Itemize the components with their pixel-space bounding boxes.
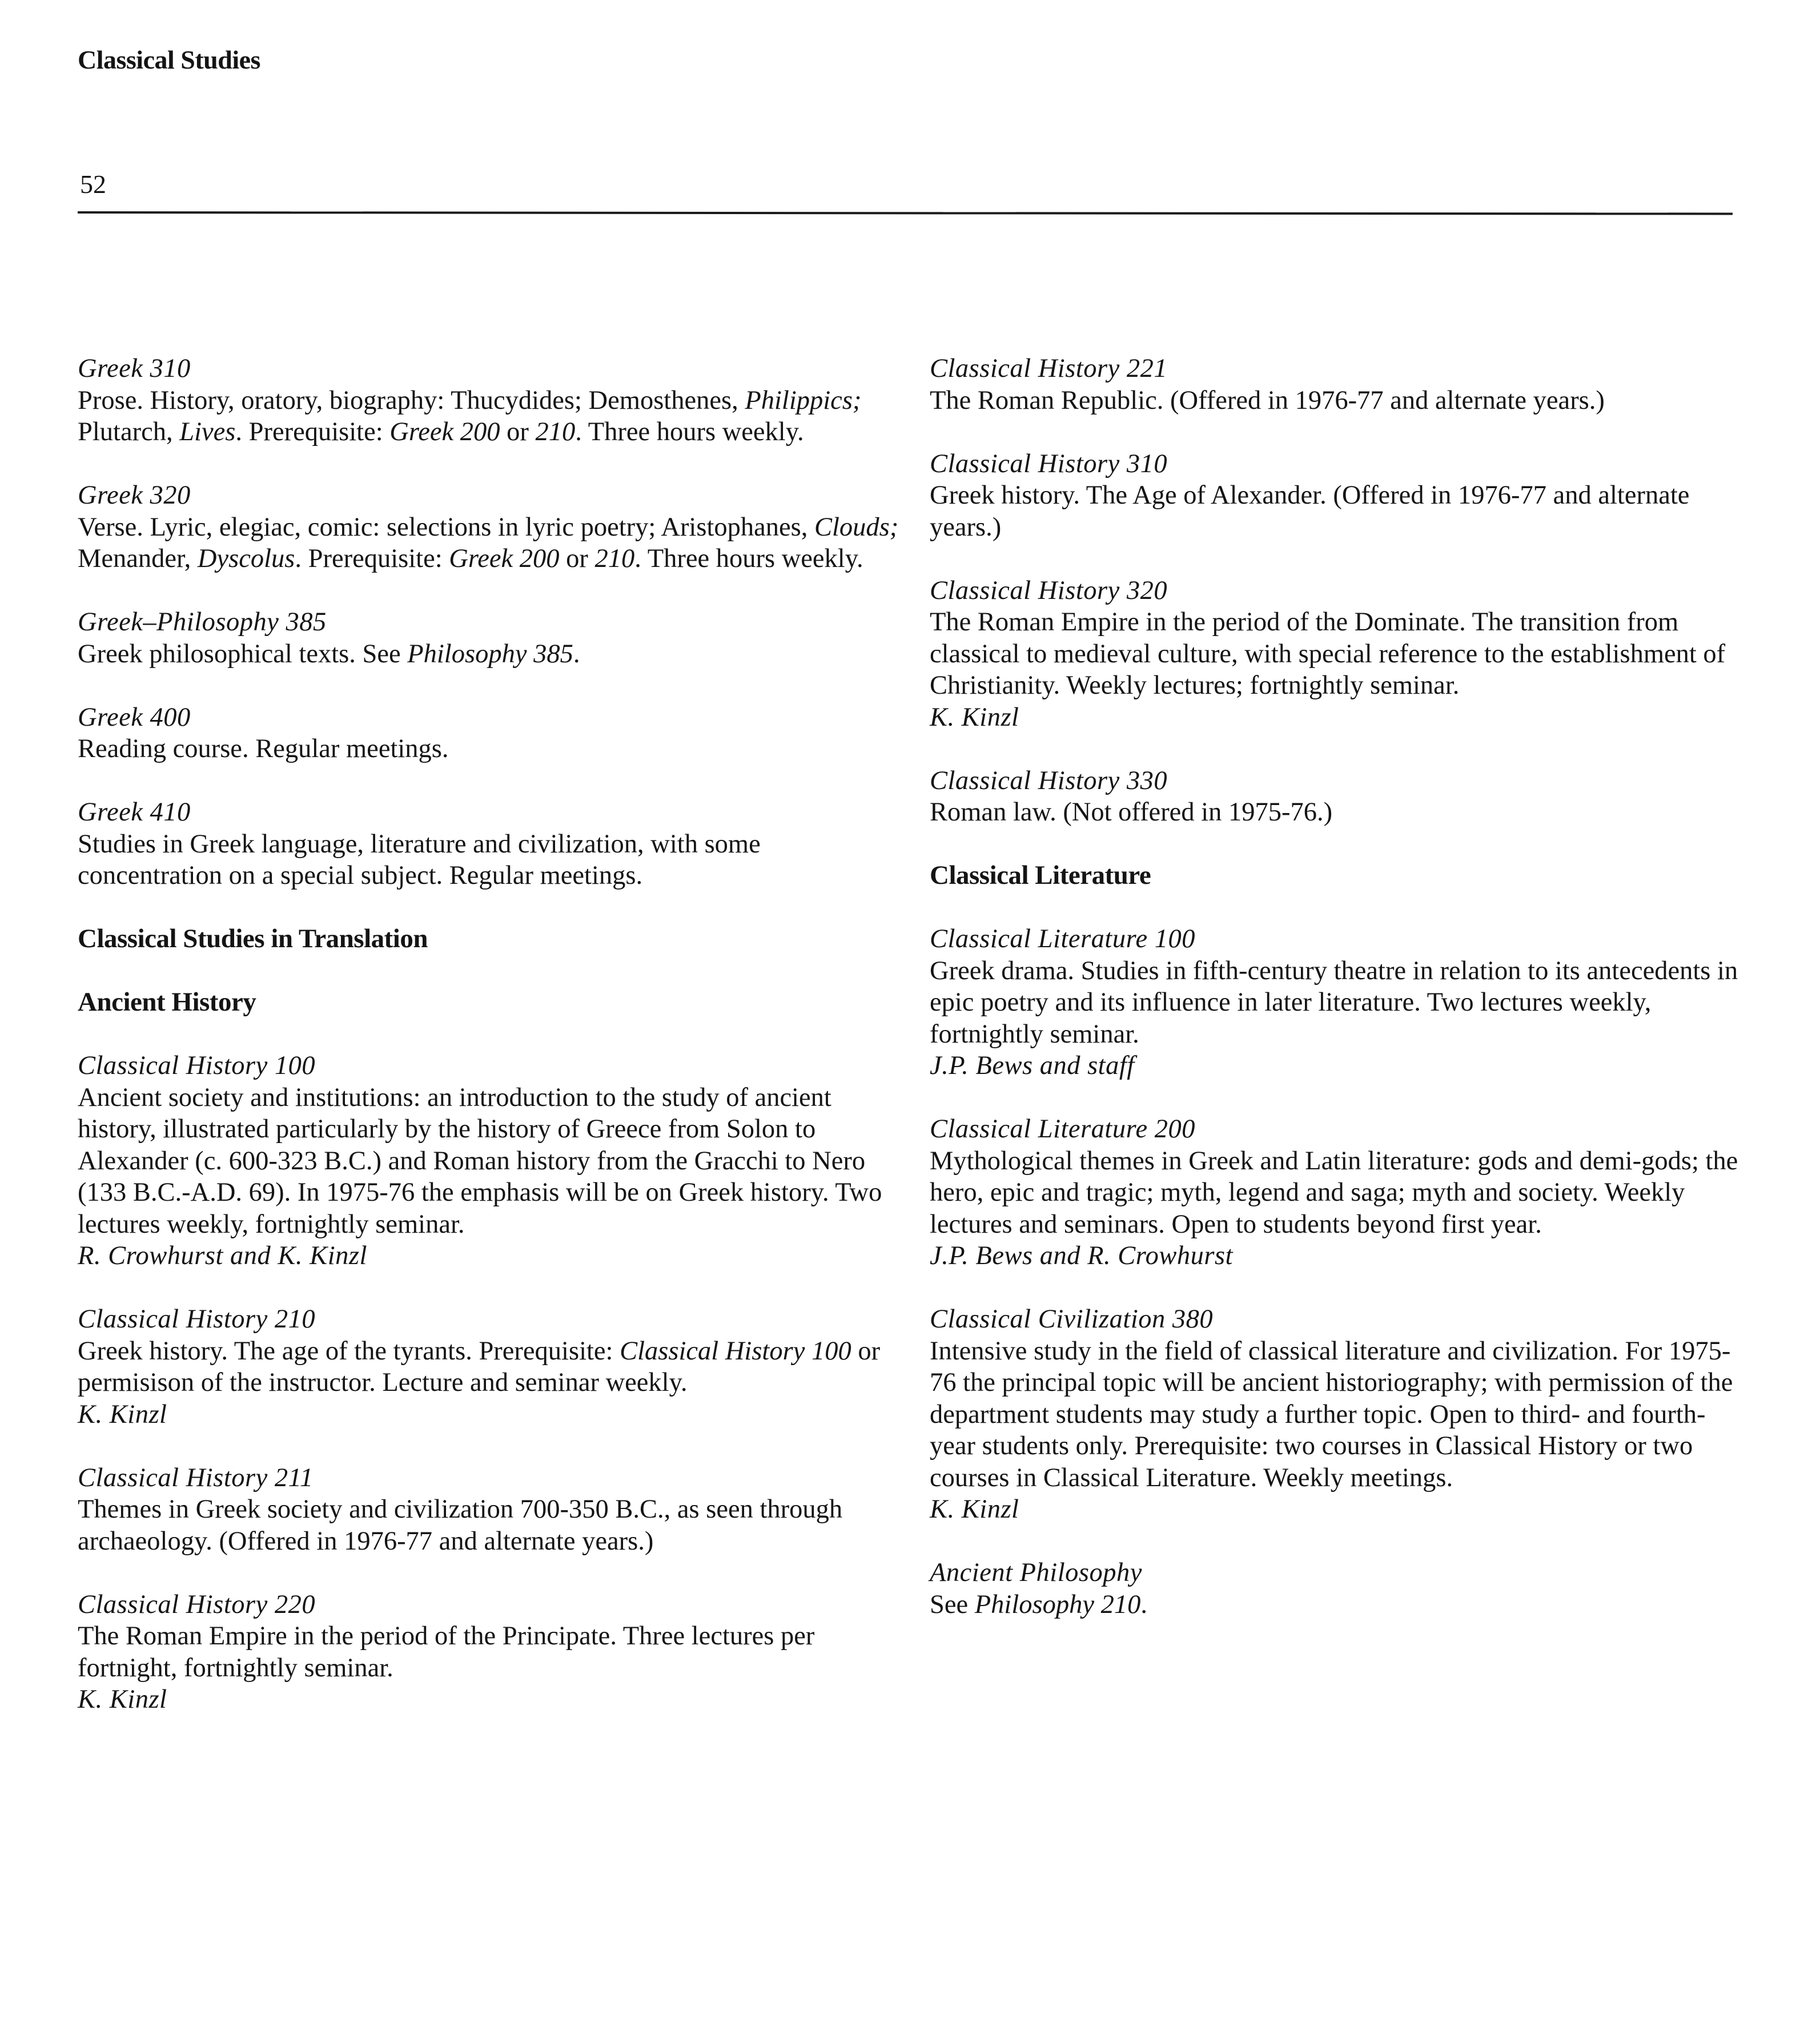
description-text: or — [500, 417, 536, 446]
running-header: Classical Studies — [78, 45, 260, 74]
course-title: Classical History 211 — [78, 1463, 314, 1492]
course-title: Classical History 210 — [78, 1305, 316, 1334]
course-entry — [930, 353, 1741, 416]
course-description — [78, 638, 900, 670]
course-entry — [78, 1589, 900, 1716]
course-title: Classical History 221 — [930, 354, 1168, 383]
description-text: Greek history. The Age of Alexander. (Offered in 1976-77 and alternate years.) — [930, 481, 1690, 542]
instructor-name: R. Crowhurst and K. Kinzl — [78, 1241, 367, 1270]
description-text: or — [559, 544, 595, 573]
course-description — [930, 385, 1741, 417]
course-entry — [930, 1557, 1741, 1620]
description-text: . Three hours weekly. — [634, 544, 863, 573]
course-title: Classical History 220 — [78, 1590, 316, 1619]
course-entry — [78, 1462, 900, 1558]
italic-reference: Classical History 100 — [620, 1336, 851, 1366]
course-entry — [78, 796, 900, 892]
course-title: Greek 400 — [78, 702, 191, 732]
description-text: See — [930, 1590, 975, 1619]
course-title: Classical History 320 — [930, 576, 1168, 605]
description-text: Themes in Greek society and civilization 700-350 B.C., as seen through archaeology. (Offered in 1976-77 and alternate years.) — [78, 1495, 843, 1556]
description-text: Plutarch, — [78, 417, 180, 446]
description-text: Roman law. (Not offered in 1975-76.) — [930, 798, 1333, 827]
course-entry — [78, 1303, 900, 1430]
description-text: Greek drama. Studies in fifth-century theatre in relation to its antecedents in epic poetry and its influence in later literature. Two lectures weekly, fortnightly seminar. — [930, 956, 1738, 1049]
course-description — [930, 1589, 1741, 1621]
italic-reference: Philosophy 210 — [974, 1590, 1141, 1619]
course-description — [78, 733, 900, 765]
instructor-name: K. Kinzl — [78, 1685, 167, 1714]
course-entry — [930, 1303, 1741, 1526]
page-number: 52 — [80, 170, 106, 199]
description-text: Menander, — [78, 544, 198, 573]
course-title: Classical History 330 — [930, 766, 1168, 795]
description-text: Greek history. The age of the tyrants. Prerequisite: — [78, 1336, 620, 1366]
italic-reference: 210 — [594, 544, 635, 573]
course-description — [78, 828, 900, 892]
course-entry — [930, 448, 1741, 544]
course-description — [930, 796, 1741, 828]
italic-reference: Greek 200 — [449, 544, 560, 573]
course-title: Classical History 310 — [930, 449, 1168, 478]
instructor-name: K. Kinzl — [930, 1495, 1019, 1524]
italic-reference: Philippics; — [745, 385, 862, 415]
course-title: Greek 410 — [78, 798, 191, 827]
course-entry — [78, 353, 900, 448]
course-entry — [930, 765, 1741, 828]
description-text: The Roman Empire in the period of the Principate. Three lectures per fortnight, fortnightly seminar. — [78, 1621, 815, 1683]
description-text: The Roman Empire in the period of the Dominate. The transition from classical to medieval culture, with special reference to the establishment of Christianity. Weekly lectures; fortnightly seminar. — [930, 607, 1726, 700]
description-text: Verse. Lyric, elegiac, comic: selections in lyric poetry; Aristophanes, — [78, 512, 814, 542]
course-entry — [78, 480, 900, 575]
description-text: . Prerequisite: — [295, 544, 449, 573]
description-text: Reading course. Regular meetings. — [78, 734, 449, 763]
course-entry — [930, 1113, 1741, 1272]
course-description — [930, 1145, 1741, 1241]
course-description — [930, 955, 1741, 1051]
course-entry — [930, 575, 1741, 734]
description-text: or permisison of the instructor. Lecture and seminar weekly. — [78, 1336, 881, 1397]
description-text: Studies in Greek language, literature and civilization, with some concentration on a special subject. Regular meetings. — [78, 829, 761, 890]
course-title: Classical Literature 100 — [930, 924, 1195, 953]
description-text: Mythological themes in Greek and Latin literature: gods and demi-gods; the hero, epic and tragic; myth, legend and saga; myth and society. Weekly lectures and seminars. Open to students beyond first year. — [930, 1146, 1738, 1239]
section-heading-ancient-history: Ancient History — [78, 987, 256, 1017]
course-entry — [930, 923, 1741, 1082]
course-description — [930, 1335, 1741, 1494]
course-entry — [78, 702, 900, 765]
italic-reference: Greek 200 — [389, 417, 500, 446]
instructor-name: J.P. Bews and staff — [930, 1051, 1135, 1080]
italic-reference: Clouds; — [814, 512, 899, 542]
italic-reference: Dyscolus — [197, 544, 295, 573]
description-text: Ancient society and institutions: an introduction to the study of ancient history, illustrated particularly by the history of Greece from Solon to Alexander (c. 600-323 B.C.) and Roman history from the Gracchi to Nero (133 B.C.-A.D. 69). In 1975-76 the emphasis will be on Greek history. Two lectures weekly, fortnightly seminar. — [78, 1083, 882, 1239]
course-title: Classical History 100 — [78, 1051, 316, 1080]
description-text: . — [1140, 1590, 1147, 1619]
course-entry — [78, 1050, 900, 1272]
description-text: Intensive study in the field of classical literature and civilization. For 1975-76 the principal topic will be ancient historiography; with permission of the department students may study a further topic. Open to third- and fourth-year students only. Prerequisite: two courses in Classical History or two courses in Classical Literature. Weekly meetings. — [930, 1336, 1733, 1492]
course-description — [930, 606, 1741, 702]
course-title: Classical Literature 200 — [930, 1114, 1195, 1144]
instructor-name: K. Kinzl — [78, 1399, 167, 1429]
right-column — [930, 353, 1741, 1652]
left-column — [78, 353, 900, 1747]
course-title: Ancient Philosophy — [930, 1558, 1142, 1587]
instructor-name: J.P. Bews and R. Crowhurst — [930, 1241, 1233, 1270]
description-text: . Prerequisite: — [235, 417, 390, 446]
course-description — [930, 480, 1741, 543]
course-description — [78, 1082, 900, 1241]
section-heading-classical-literature: Classical Literature — [930, 860, 1151, 890]
italic-reference: 210 — [535, 417, 576, 446]
description-text: Greek philosophical texts. See — [78, 639, 408, 669]
course-entry — [78, 606, 900, 670]
course-description — [78, 1620, 900, 1684]
course-description — [78, 1494, 900, 1557]
course-title: Greek 320 — [78, 481, 191, 510]
course-description — [78, 1335, 900, 1399]
course-description — [78, 512, 900, 575]
description-text: Prose. History, oratory, biography: Thucydides; Demosthenes, — [78, 385, 745, 415]
course-title: Classical Civilization 380 — [930, 1305, 1214, 1334]
description-text: . — [573, 639, 580, 669]
section-heading-classical-studies-in-translation: Classical Studies in Translation — [78, 924, 428, 953]
course-title: Greek–Philosophy 385 — [78, 607, 327, 637]
description-text: . Three hours weekly. — [575, 417, 804, 446]
italic-reference: Lives — [179, 417, 236, 446]
instructor-name: K. Kinzl — [930, 702, 1019, 732]
course-description — [78, 385, 900, 448]
header-rule — [78, 211, 1733, 215]
course-title: Greek 310 — [78, 354, 191, 383]
description-text: The Roman Republic. (Offered in 1976-77 and alternate years.) — [930, 385, 1605, 415]
italic-reference: Philosophy 385 — [407, 639, 573, 669]
